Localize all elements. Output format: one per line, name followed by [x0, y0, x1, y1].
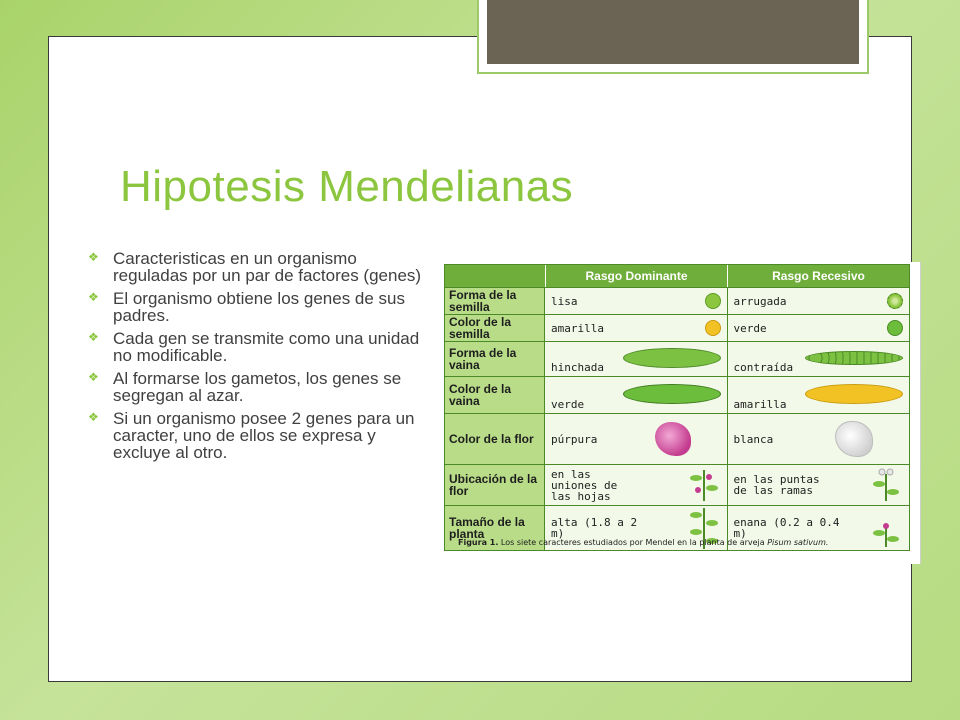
- bullet-text: Caracteristicas en un organismo reguladas por un par de factores (genes): [113, 249, 422, 285]
- recessive-cell: [728, 465, 910, 505]
- table-header: [444, 264, 910, 288]
- table-row: [444, 288, 910, 315]
- axial-flower-plant-icon: [687, 468, 721, 502]
- bullet-list: [88, 250, 423, 467]
- recessive-value: en las puntas de las ramas: [733, 473, 820, 497]
- yellow-pea-icon: [705, 320, 721, 336]
- dominant-value: verde: [551, 398, 585, 411]
- smooth-pea-icon: [705, 293, 721, 309]
- bullet-item: [88, 330, 423, 364]
- dominant-value: lisa: [551, 294, 578, 308]
- recessive-cell: [728, 288, 910, 314]
- white-flower-icon: [835, 421, 873, 457]
- yellow-pod-icon: [805, 384, 903, 404]
- traits-table: [444, 264, 910, 551]
- dominant-value: púrpura: [551, 432, 598, 446]
- trait-label: Color de la flor: [445, 414, 545, 464]
- terminal-flower-plant-icon: [869, 468, 903, 502]
- table-row: [444, 342, 910, 377]
- mendel-traits-figure: [440, 262, 921, 564]
- bullet-item: [88, 370, 423, 404]
- figure-caption: [458, 538, 898, 548]
- trait-label: Forma de la vaina: [445, 342, 545, 376]
- recessive-cell: [728, 414, 910, 464]
- constricted-pod-icon: [805, 351, 903, 365]
- recessive-value: contraída: [733, 361, 794, 374]
- caption-text: Los siete caracteres estudiados por Mendel en la planta de arveja: [500, 538, 765, 547]
- wrinkled-pea-icon: [887, 293, 903, 309]
- recessive-value: blanca: [733, 432, 774, 446]
- table-row: [444, 465, 910, 506]
- diamond-bullet-icon: ❖: [88, 250, 99, 264]
- bullet-item: [88, 290, 423, 324]
- green-pod-icon: [623, 384, 721, 404]
- inflated-pod-icon: [623, 348, 721, 368]
- slide-title: Hipotesis Mendelianas: [120, 162, 574, 211]
- dominant-cell: [545, 377, 728, 413]
- trait-label: Ubicación de la flor: [445, 465, 545, 505]
- dominant-value: hinchada: [551, 361, 604, 374]
- trait-label: Tamaño de la planta: [445, 506, 545, 550]
- dominant-cell: [545, 342, 728, 376]
- bullet-item: [88, 410, 423, 461]
- table-row: [444, 377, 910, 414]
- recessive-value: amarilla: [733, 398, 787, 411]
- caption-label: Figura 1.: [458, 538, 499, 547]
- trait-label: Forma de la semilla: [445, 288, 545, 314]
- caption-species: Pisum sativum.: [767, 538, 829, 547]
- recessive-value: enana (0.2 a 0.4 m): [733, 516, 840, 540]
- purple-flower-icon: [655, 422, 691, 456]
- recessive-value: verde: [733, 321, 767, 335]
- dominant-cell: [545, 465, 728, 505]
- dominant-value: alta (1.8 a 2 m): [551, 516, 638, 540]
- recessive-value: arrugada: [733, 294, 787, 308]
- header-blank: [445, 265, 546, 287]
- bullet-item: [88, 250, 423, 284]
- diamond-bullet-icon: ❖: [88, 370, 99, 384]
- trait-label: Color de la semilla: [445, 315, 545, 341]
- dominant-value: amarilla: [551, 321, 604, 335]
- trait-label: Color de la vaina: [445, 377, 545, 413]
- recessive-cell: [728, 342, 910, 376]
- dominant-cell: [545, 414, 728, 464]
- diamond-bullet-icon: ❖: [88, 410, 99, 424]
- top-decoration-block: [487, 0, 859, 64]
- diamond-bullet-icon: ❖: [88, 290, 99, 304]
- table-row: [444, 414, 910, 465]
- bullet-text: Si un organismo posee 2 genes para un caracter, uno de ellos se expresa y excluye al otro.: [113, 409, 415, 462]
- recessive-cell: [728, 377, 910, 413]
- bullet-text: El organismo obtiene los genes de sus padres.: [113, 289, 406, 325]
- diamond-bullet-icon: ❖: [88, 330, 99, 344]
- dominant-cell: [545, 315, 728, 341]
- green-pea-icon: [887, 320, 903, 336]
- bullet-text: Cada gen se transmite como una unidad no modificable.: [113, 329, 420, 365]
- recessive-cell: [728, 315, 910, 341]
- header-recessive: Rasgo Recesivo: [772, 269, 865, 283]
- header-dominant: Rasgo Dominante: [546, 265, 728, 287]
- dominant-cell: [545, 288, 728, 314]
- bullet-text: Al formarse los gametos, los genes se segregan al azar.: [113, 369, 402, 405]
- table-row: [444, 315, 910, 342]
- dominant-value: en las uniones de las hojas: [551, 467, 618, 503]
